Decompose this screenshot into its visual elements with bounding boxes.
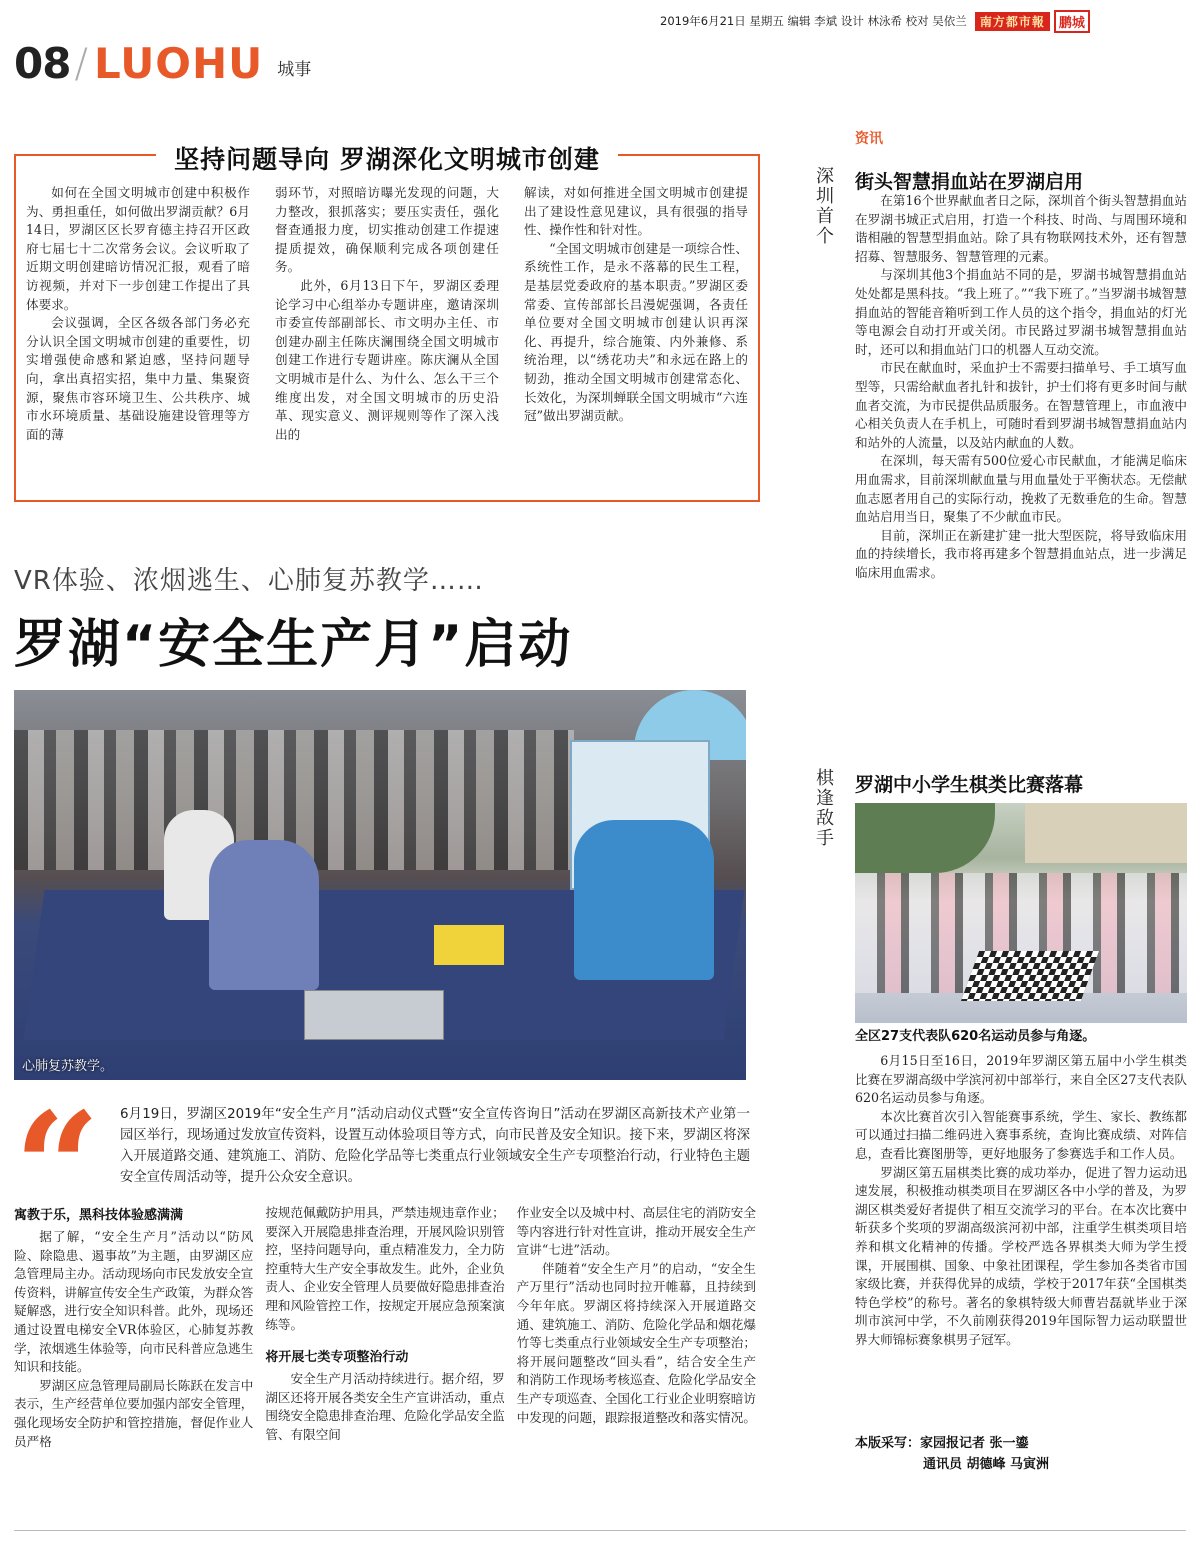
subheading: 将开展七类专项整治行动: [265, 1350, 409, 1366]
page-slash: /: [74, 41, 88, 87]
photo-building: [1025, 803, 1187, 863]
photo-case: [304, 990, 444, 1040]
section-name: 城事: [277, 60, 312, 80]
story-lead: 6月19日，罗湖区2019年“安全生产月”活动启动仪式暨“安全宣传咨询日”活动在罗湖区高新技术产业第一园区举行，现场通过发放宣传资料，设置互动体验项目等方式，向市民普及安全知识。接下来，罗湖区将深入开展道路交通、建筑施工、消防、危险化学品等七类重点行业领域安全生产专项整治行动，行业特色主题安全宣传周活动等，提升公众安全意识。: [120, 1107, 750, 1185]
quote-mark-icon: [14, 1108, 100, 1188]
byline-reporter: 本版采写：家园报记者 张一鎏: [855, 1436, 1029, 1451]
cpr-photo: [14, 690, 746, 1080]
story-column: [517, 1204, 756, 1494]
story-column: [265, 1204, 504, 1494]
section-logo: 鹏城: [1054, 10, 1090, 33]
story-column: [524, 184, 748, 492]
photo-caption: 心肺复苏教学。: [22, 1059, 114, 1074]
paragraph: 弱环节，对照暗访曝光发现的问题，大力整改，狠抓落实；要压实责任，强化督查通报力度，切实推动创建工作提速提质提效，确保顺利完成各项创建任务。: [275, 185, 499, 275]
photo-caption: 全区27支代表队620名运动员参与角逐。: [855, 1029, 1096, 1044]
story-title-wrap: [16, 140, 758, 176]
story-columns: [26, 184, 748, 492]
page-number: 08: [14, 39, 71, 88]
story-chess: [855, 1052, 1187, 1432]
vertical-label: 棋逢敌手: [813, 768, 834, 848]
photo-person: [209, 840, 319, 990]
story-title: 街头智慧捐血站在罗湖启用: [855, 171, 1084, 193]
newspaper-logo: 南方都市報: [975, 12, 1050, 31]
paragraph: 市民在献血时，采血护士不需要扫描单号、手工填写血型等，只需给献血者扎针和拔针，护士们将有更多时间与献血者交流，为市民提供品质服务。在智慧管理上，市血液中心相关负责人在手机上，可随时看到罗湖书城智慧捐血站内和站外的人流量，以及站内献血的人数。: [855, 360, 1187, 450]
story-headline: 罗湖“安全生产月”启动: [14, 615, 573, 675]
district-name: LUOHU: [93, 39, 264, 88]
story-column: [26, 184, 250, 492]
story-title: 坚持问题导向 罗湖深化文明城市创建: [156, 140, 618, 176]
page-header-meta: [660, 10, 1190, 32]
paragraph: 据了解，“安全生产月”活动以“防风险、除隐患、遏事故”为主题，由罗湖区应急管理局主办。活动现场向市民发放安全宣传资料，讲解宣传安全生产政策，为群众答疑解惑，进行安全知识科普。此外，现场还通过设置电梯安全VR体验区，心肺复苏教学，浓烟逃生体验等，向市民科普应急逃生知识和技能。: [14, 1229, 254, 1375]
story-column: [14, 1204, 253, 1494]
paragraph: 罗湖区应急管理局副局长陈跃在发言中表示，生产经营单位要加强内部安全管理，强化现场安全防护和管控措施，督促作业人员严格: [14, 1377, 254, 1449]
paragraph: “全国文明城市创建是一项综合性、系统性工作，是永不落幕的民生工程，是基层党委政府的基本职责。”罗湖区委常委、宣传部部长吕漫妮强调，各责任单位要对全国文明城市创建认识再深化、再提升，综合施策、内外兼修、系统治理，以“绣花功夫”和永远在路上的韧劲，推动全国文明城市创建常态化、长效化，为深圳蝉联全国文明城市“六连冠”做出罗湖贡献。: [524, 240, 748, 424]
paragraph: 在深圳，每天需有500位爱心市民献血，才能满足临床用血需求，目前深圳献血量与用血量处于平衡状态。无偿献血志愿者用自己的实际行动，挽救了无数垂危的生命。智慧血站启用当日，聚集了不少献血市民。: [855, 453, 1187, 525]
byline: [855, 1433, 1049, 1475]
paragraph: 本次比赛首次引入智能赛事系统，学生、家长、教练都可以通过扫描二维码进入赛事系统，查询比赛成绩、对阵信息，查看比赛图册等，更好地服务了参赛选手和工作人员。: [855, 1108, 1187, 1161]
photo-chessboard: [961, 951, 1099, 1001]
paragraph: 6月15日至16日，2019年罗湖区第五届中小学生棋类比赛在罗湖高级中学滨河初中部举行，来自全区27支代表队620名运动员参与角逐。: [855, 1053, 1187, 1106]
paragraph: 如何在全国文明城市创建中积极作为、勇担重任，如何做出罗湖贡献？6月14日，罗湖区区长罗育德主持召开区政府七届七十二次常务会议。会议听取了近期文明创建暗访情况汇报，观看了暗访视频，并对下一步创建工作提出了具体要求。: [26, 185, 250, 312]
bottom-divider: [14, 1530, 1186, 1531]
paragraph: 伴随着“安全生产月”的启动，“安全生产万里行”活动也同时拉开帷幕，且持续到今年年底。罗湖区将持续深入开展道路交通、建筑施工、消防、危险化学品和烟花爆竹等七类重点行业领域安全生产专项整治；将开展问题整改“回头看”，结合安全生产和消防工作现场考核巡查、危险化学品安全生产专项巡查、全国化工行业企业明察暗访中发现的问题，跟踪报道整改和落实情况。: [516, 1260, 756, 1425]
story-kicker: VR体验、浓烟逃生、心肺复苏教学……: [14, 566, 484, 596]
paragraph: 会议强调，全区各级各部门务必充分认识全国文明城市创建的重要性，切实增强使命感和紧迫感，坚持问题导向，拿出真招实招，集中力量、集聚资源，聚焦市容环境卫生、公共秩序、城市水环境质量、基础设施建设管理等方面的薄: [26, 315, 250, 442]
story-civilized-city: [14, 145, 760, 502]
paragraph: 在第16个世界献血者日之际，深圳首个街头智慧捐血站在罗湖书城正式启用，打造一个科技、时尚、与周围环境和谐相融的智慧型捐血站。除了具有物联网技术外，还有智慧招募、智慧服务、智慧管理的元素。: [855, 193, 1187, 264]
paragraph: 作业安全以及城中村、高层住宅的消防安全等内容进行针对性宣讲，推动开展安全生产宣讲“七进”活动。: [516, 1205, 756, 1258]
subheading: 寓教于乐，黑科技体验感满满: [14, 1208, 184, 1223]
vertical-label: 深圳首个: [813, 166, 834, 246]
chess-photo: [855, 803, 1187, 1023]
paragraph: 按规范佩戴防护用具，严禁违规违章作业；要深入开展隐患排查治理，开展风险识别管控，坚持问题导向，重点精准发力，全力防控重特大生产安全事故发生。此外，企业负责人、企业安全管理人员要做好隐患排查治理和风险管控工作，按规定开展应急预案演练等。: [265, 1205, 505, 1332]
paragraph: 罗湖区第五届棋类比赛的成功举办，促进了智力运动迅速发展，积极推动棋类项目在罗湖区各中小学的普及，为罗湖区棋类爱好者提供了相互交流学习的平台。在本次比赛中斩获多个奖项的罗湖高级滨河初中部，注重学生棋类项目培养和棋文化精神的传播。学校严选各界棋类大师为学生授课，开展围棋、国象、中象社团课程，学生参加各类省市国家级比赛，并获得优异的成绩，学校于2017年获“全国棋类特色学校”的称号。著名的象棋特级大师曹岩磊就毕业于深圳市滨河中学，不久前刚获得2019年国际智力运动联盟世界大师锦标赛象棋男子冠军。: [855, 1164, 1187, 1347]
story-body: [14, 1204, 756, 1494]
story-blood-station: [855, 192, 1187, 732]
paragraph: 与深圳其他3个捐血站不同的是，罗湖书城智慧捐血站处处都是黑科技。“我上班了。”“我下班了。”当罗湖书城智慧捐血站的智能音箱听到工作人员的这个指令，捐血站的灯光等电源会自动打开或关闭。市民路过罗湖书城智慧捐血站时，还可以和捐血站门口的机器人互动交流。: [855, 267, 1187, 357]
photo-tree: [855, 803, 995, 873]
paragraph: 解读，对如何推进全国文明城市创建提出了建设性意见建议，具有很强的指导性、操作性和针对性。: [524, 185, 748, 238]
byline-correspondents: 通讯员 胡德峰 马寅洲: [923, 1457, 1050, 1472]
paragraph: 目前，深圳正在新建扩建一批大型医院，将导致临床用血的持续增长，我市将再建多个智慧捐血站点，进一步满足临床用血需求。: [855, 527, 1187, 580]
page-identifier: [14, 38, 311, 86]
story-column: [275, 184, 499, 492]
paragraph: 此外，6月13日下午，罗湖区委理论学习中心组举办专题讲座，邀请深圳市委宣传部副部长、市文明办主任、市创建办副主任陈庆澜围绕全国文明城市创建工作进行专题讲座。陈庆澜从全国文明城市是什么、为什么、怎么干三个维度出发，对全国文明城市的历史沿革、现实意义、测评规则等作了深入浅出的: [275, 277, 499, 442]
photo-instructor: [574, 820, 714, 980]
paragraph: 安全生产月活动持续进行。据介绍，罗湖区还将开展各类安全生产宣讲活动，重点围绕安全隐患排查治理、危险化学品安全监管、有限空间: [265, 1371, 505, 1442]
news-tag: 资讯: [855, 131, 883, 147]
story-title: 罗湖中小学生棋类比赛落幕: [855, 774, 1084, 796]
issue-meta: 2019年6月21日 星期五 编辑 李斌 设计 林泳希 校对 吴依兰: [660, 14, 967, 28]
photo-aed: [434, 925, 504, 965]
